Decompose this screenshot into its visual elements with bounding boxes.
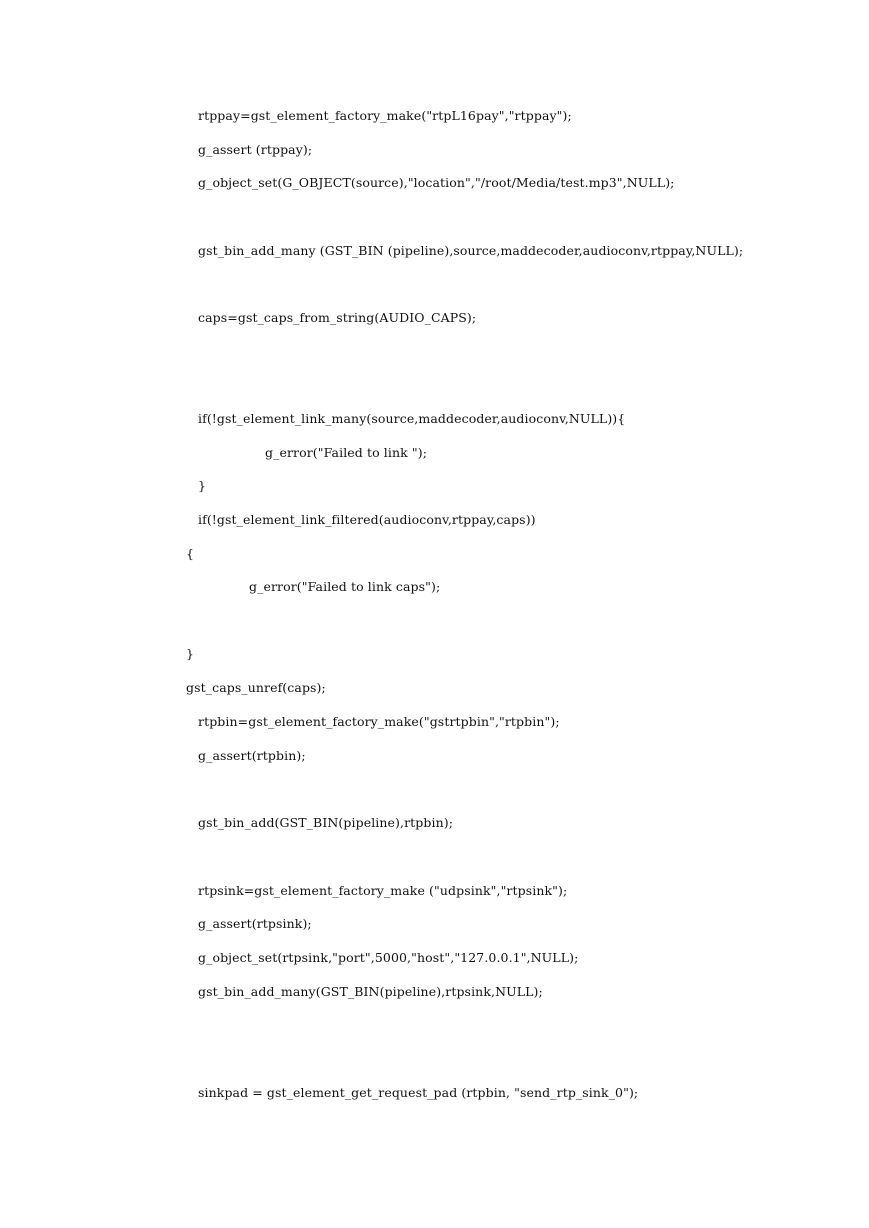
code-line: rtppay=gst_element_factory_make("rtpL16pay","rtppay"); — [198, 108, 572, 123]
code-line: gst_bin_add_many(GST_BIN(pipeline),rtpsink,NULL); — [198, 984, 543, 999]
code-line: if(!gst_element_link_filtered(audioconv,rtppay,caps)) — [198, 512, 536, 527]
code-line: } — [198, 478, 207, 493]
code-line: gst_bin_add_many (GST_BIN (pipeline),source,maddecoder,audioconv,rtppay,NULL); — [198, 243, 744, 258]
code-line: { — [186, 546, 195, 561]
code-line: rtpsink=gst_element_factory_make ("udpsink","rtpsink"); — [198, 883, 568, 898]
code-line: rtpbin=gst_element_factory_make("gstrtpbin","rtpbin"); — [198, 714, 560, 729]
code-line: g_assert(rtpsink); — [198, 916, 312, 931]
code-line: g_object_set(G_OBJECT(source),"location","/root/Media/test.mp3",NULL); — [198, 175, 675, 190]
code-line: sinkpad = gst_element_get_request_pad (rtpbin, "send_rtp_sink_0"); — [198, 1085, 639, 1100]
code-line: g_assert(rtpbin); — [198, 748, 306, 763]
code-line: caps=gst_caps_from_string(AUDIO_CAPS); — [198, 310, 477, 325]
code-line: gst_bin_add(GST_BIN(pipeline),rtpbin); — [198, 815, 454, 830]
code-line: g_error("Failed to link "); — [265, 445, 428, 460]
code-line: g_object_set(rtpsink,"port",5000,"host","127.0.0.1",NULL); — [198, 950, 579, 965]
code-line: g_assert (rtppay); — [198, 142, 313, 157]
code-line: if(!gst_element_link_many(source,maddecoder,audioconv,NULL)){ — [198, 411, 626, 426]
code-line: gst_caps_unref(caps); — [186, 680, 326, 695]
code-line: } — [186, 646, 195, 661]
code-line: g_error("Failed to link caps"); — [249, 579, 441, 594]
